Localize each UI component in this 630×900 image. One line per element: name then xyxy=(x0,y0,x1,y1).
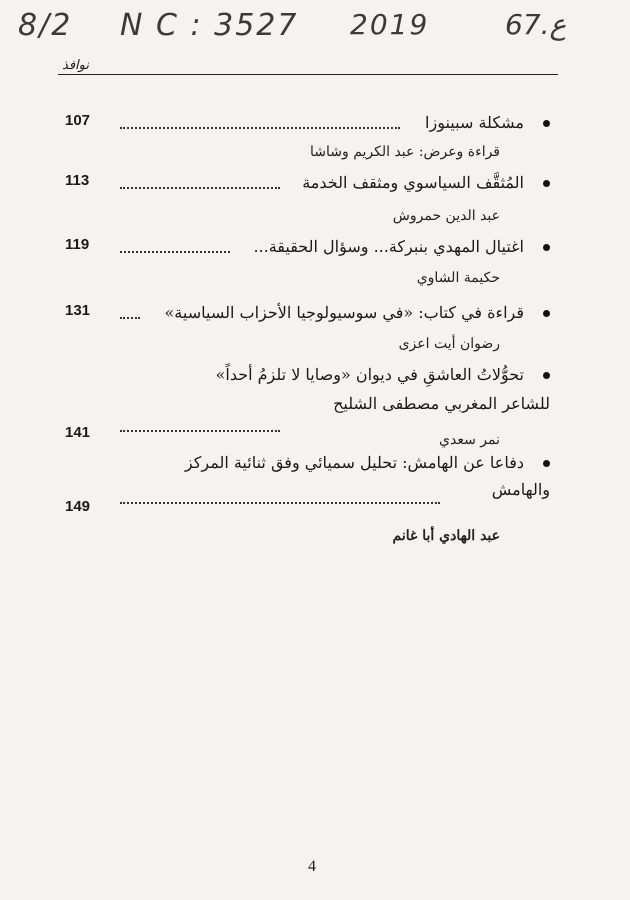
toc-line xyxy=(60,480,550,515)
toc-entry xyxy=(60,452,550,515)
toc-page-number: 149 xyxy=(65,498,91,515)
toc-page-number: 131 xyxy=(65,302,91,319)
toc-entry xyxy=(60,236,550,260)
toc-entry xyxy=(60,302,550,326)
toc-title-continued: للشاعر المغربي مصطفى الشليح xyxy=(333,394,550,413)
toc-line xyxy=(60,364,550,388)
toc-title: اغتيال المهدي بنبركة... وسؤال الحقيقة... xyxy=(253,236,550,258)
handwritten-year: 2019 xyxy=(350,8,430,41)
toc-title-continued: والهامش xyxy=(491,480,550,499)
toc-line xyxy=(60,452,550,476)
dot-leader xyxy=(120,245,230,253)
toc-title: تحوُّلاتُ العاشقِ في ديوان «وصايا لا تلزمُ أحداً» xyxy=(216,364,550,386)
toc-page-number: 107 xyxy=(65,112,91,129)
dot-leader xyxy=(120,496,440,504)
header-rule xyxy=(58,74,558,75)
toc-page-number: 141 xyxy=(65,424,91,441)
toc-page-number: 119 xyxy=(65,236,90,253)
toc-line xyxy=(60,302,550,326)
dot-leader xyxy=(120,121,400,129)
toc-author: نمر سعدي xyxy=(439,432,500,448)
toc-page-number: 113 xyxy=(65,172,90,189)
dot-leader xyxy=(120,181,280,189)
handwritten-code: 67.ع xyxy=(505,8,567,41)
toc-author: عبد الدين حمروش xyxy=(392,208,500,224)
toc-entry xyxy=(60,172,550,196)
page-folio: 4 xyxy=(308,858,316,875)
dot-leader xyxy=(120,424,280,432)
toc-title: دفاعا عن الهامش: تحليل سميائي وفق ثنائية المركز xyxy=(185,452,550,474)
dot-leader xyxy=(120,311,140,319)
toc-entry xyxy=(60,112,550,136)
toc-author: حكيمة الشاوي xyxy=(416,270,500,286)
toc-title: قراءة في كتاب: «في سوسيولوجيا الأحزاب السياسية» xyxy=(165,302,550,324)
toc-title: المُثقَّف السياسوي ومثقف الخدمة xyxy=(302,172,550,194)
journal-running-head: نوافذ xyxy=(62,58,89,73)
handwritten-volume: 8/2 xyxy=(18,8,73,43)
toc-line xyxy=(60,236,550,260)
toc-author: عبد الهادي أبا غانم xyxy=(392,528,500,544)
toc-author: قراءة وعرض: عبد الكريم وشاشا xyxy=(309,144,500,160)
toc-author: رضوان أيت اعزى xyxy=(398,336,500,352)
handwritten-nc-number: N C : 3527 xyxy=(120,8,299,43)
toc-line xyxy=(60,172,550,196)
toc-line xyxy=(60,112,550,136)
toc-title: مشكلة سبينوزا xyxy=(425,112,550,134)
